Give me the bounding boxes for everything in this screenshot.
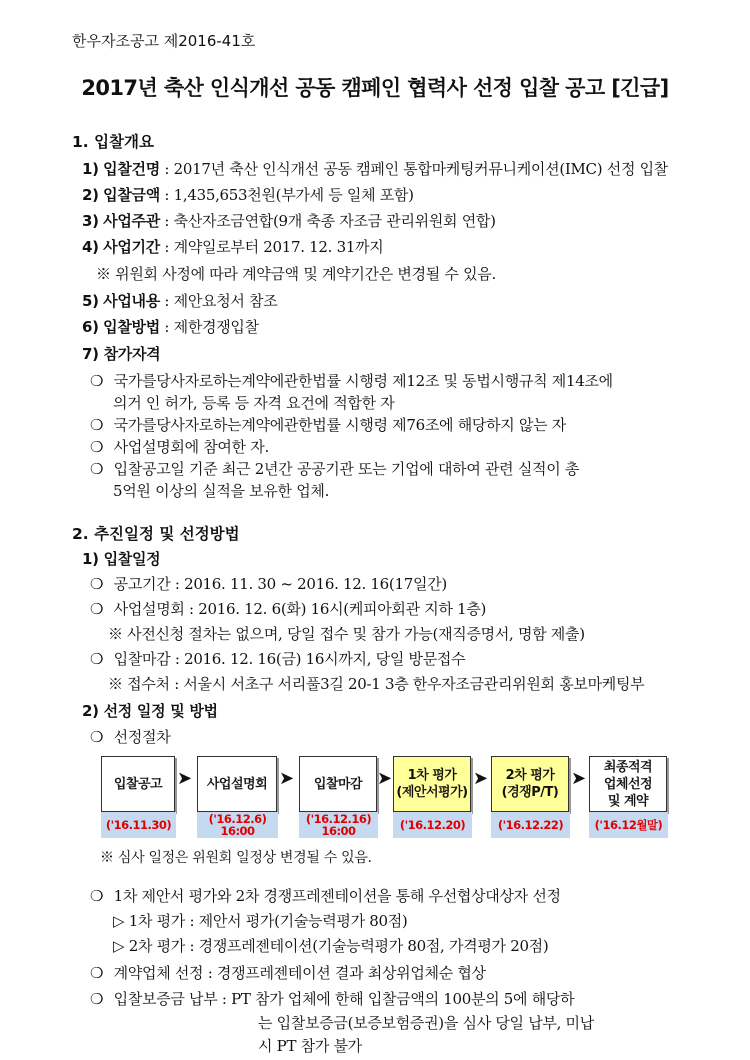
document-number: 한우자조공고 제2016-41호 bbox=[72, 32, 256, 50]
bullet-icon: ❍ bbox=[90, 990, 104, 1008]
qualification-item: ❍ 입찰공고일 기준 최근 2년간 공공기관 또는 기업에 대하여 관련 실적이 총 bbox=[90, 460, 580, 478]
flow-step-briefing: 사업설명회 bbox=[197, 756, 277, 812]
bullet-icon: ❍ bbox=[90, 416, 104, 434]
flow-date: ('16.12.6) 16:00 bbox=[197, 812, 278, 838]
overview-item-amount: 2) 입찰금액 : 1,435,653천원(부가세 등 일체 포함) bbox=[82, 186, 414, 204]
overview-note: ※ 위원회 사정에 따라 계약금액 및 계약기간은 변경될 수 있음. bbox=[96, 265, 496, 283]
flow-date: ('16.12.20) bbox=[393, 812, 472, 838]
flow-step-first-eval: 1차 평가 (제안서평가) bbox=[393, 756, 471, 812]
bullet-icon: ❍ bbox=[90, 887, 104, 905]
bullet-icon: ❍ bbox=[90, 728, 104, 746]
qualification-item: ❍ 사업설명회에 참여한 자. bbox=[90, 438, 269, 456]
method-item-cont: 는 입찰보증금(보증보험증권)을 심사 당일 납부, 미납 bbox=[258, 1014, 594, 1032]
bullet-icon: ❍ bbox=[90, 372, 104, 390]
overview-item-content: 5) 사업내용 : 제안요청서 참조 bbox=[82, 292, 278, 310]
method-item: ❍ 입찰보증금 납부 : PT 참가 업체에 한해 입찰금액의 100분의 5에 해당하 bbox=[90, 990, 575, 1008]
flow-step-final-contract: 최종적격 업체선정 및 계약 bbox=[589, 756, 667, 812]
section2-heading: 2. 추진일정 및 선정방법 bbox=[72, 525, 240, 543]
method-sub-item: ▷ 1차 평가 : 제안서 평가(기술능력평가 80점) bbox=[113, 912, 408, 930]
flow-note: ※ 심사 일정은 위원회 일정상 변경될 수 있음. bbox=[100, 850, 372, 866]
bullet-icon: ❍ bbox=[90, 964, 104, 982]
schedule-note: ※ 접수처 : 서울시 서초구 서리풀3길 20-1 3층 한우자조금관리위원회 홍보마케팅부 bbox=[108, 675, 645, 693]
bullet-icon: ❍ bbox=[90, 438, 104, 456]
section1-heading: 1. 입찰개요 bbox=[72, 133, 154, 151]
flow-step-deadline: 입찰마감 bbox=[299, 756, 377, 812]
flow-arrow-icon: ➤ bbox=[279, 768, 295, 789]
flow-date: ('16.12.16) 16:00 bbox=[299, 812, 378, 838]
procedure-label: ❍ 선정절차 bbox=[90, 728, 171, 746]
qualification-item-cont: 의거 인 허가, 등록 등 자격 요건에 적합한 자 bbox=[113, 394, 395, 412]
flow-step-announcement: 입찰공고 bbox=[101, 756, 175, 812]
method-sub-item: ▷ 2차 평가 : 경쟁프레젠테이션(기술능력평가 80점, 가격평가 20점) bbox=[113, 937, 549, 955]
bullet-icon: ❍ bbox=[90, 575, 104, 593]
flow-arrow-icon: ➤ bbox=[177, 768, 193, 789]
method-item-cont: 시 PT 참가 불가 bbox=[258, 1037, 362, 1055]
schedule-heading: 1) 입찰일정 bbox=[82, 550, 161, 568]
qualification-item-cont: 5억원 이상의 실적을 보유한 업체. bbox=[113, 482, 330, 500]
bullet-icon: ❍ bbox=[90, 460, 104, 478]
overview-item-host: 3) 사업주관 : 축산자조금연합(9개 축종 자조금 관리위원회 연합) bbox=[82, 212, 496, 230]
schedule-item: ❍ 사업설명회 : 2016. 12. 6(화) 16시(케피아회관 지하 1층) bbox=[90, 600, 487, 618]
overview-item-period: 4) 사업기간 : 계약일로부터 2017. 12. 31까지 bbox=[82, 238, 384, 256]
method-item: ❍ 1차 제안서 평가와 2차 경쟁프레젠테이션을 통해 우선협상대상자 선정 bbox=[90, 887, 561, 905]
qualification-heading: 7) 참가자격 bbox=[82, 345, 161, 363]
flow-step-second-eval: 2차 평가 (경쟁P/T) bbox=[491, 756, 569, 812]
flow-date: ('16.12월말) bbox=[589, 812, 668, 838]
flow-arrow-icon: ➤ bbox=[473, 768, 489, 789]
flow-arrow-icon: ➤ bbox=[377, 768, 393, 789]
overview-item-method: 6) 입찰방법 : 제한경쟁입찰 bbox=[82, 318, 259, 336]
page-title: 2017년 축산 인식개선 공동 캠페인 협력사 선정 입찰 공고 [긴급] bbox=[81, 76, 669, 100]
flow-date: ('16.12.22) bbox=[491, 812, 570, 838]
schedule-item: ❍ 공고기간 : 2016. 11. 30 ~ 2016. 12. 16(17일간) bbox=[90, 575, 447, 593]
method-item: ❍ 계약업체 선정 : 경쟁프레젠테이션 결과 최상위업체순 협상 bbox=[90, 964, 486, 982]
qualification-item: ❍ 국가를당사자로하는계약에관한법률 시행령 제76조에 해당하지 않는 자 bbox=[90, 416, 566, 434]
bullet-icon: ❍ bbox=[90, 650, 104, 668]
selection-heading: 2) 선정 일정 및 방법 bbox=[82, 702, 218, 720]
flow-arrow-icon: ➤ bbox=[571, 768, 587, 789]
schedule-item: ❍ 입찰마감 : 2016. 12. 16(금) 16시까지, 당일 방문접수 bbox=[90, 650, 466, 668]
overview-item-name: 1) 입찰건명 : 2017년 축산 인식개선 공동 캠페인 통합마케팅커뮤니케이션(IMC) 선정 입찰 bbox=[82, 160, 668, 178]
schedule-note: ※ 사전신청 절차는 없으며, 당일 접수 및 참가 가능(재직증명서, 명함 제출) bbox=[108, 625, 585, 643]
bullet-icon: ❍ bbox=[90, 600, 104, 618]
qualification-item: ❍ 국가를당사자로하는계약에관한법률 시행령 제12조 및 동법시행규칙 제14조에 bbox=[90, 372, 613, 390]
flow-date: ('16.11.30) bbox=[101, 812, 176, 838]
